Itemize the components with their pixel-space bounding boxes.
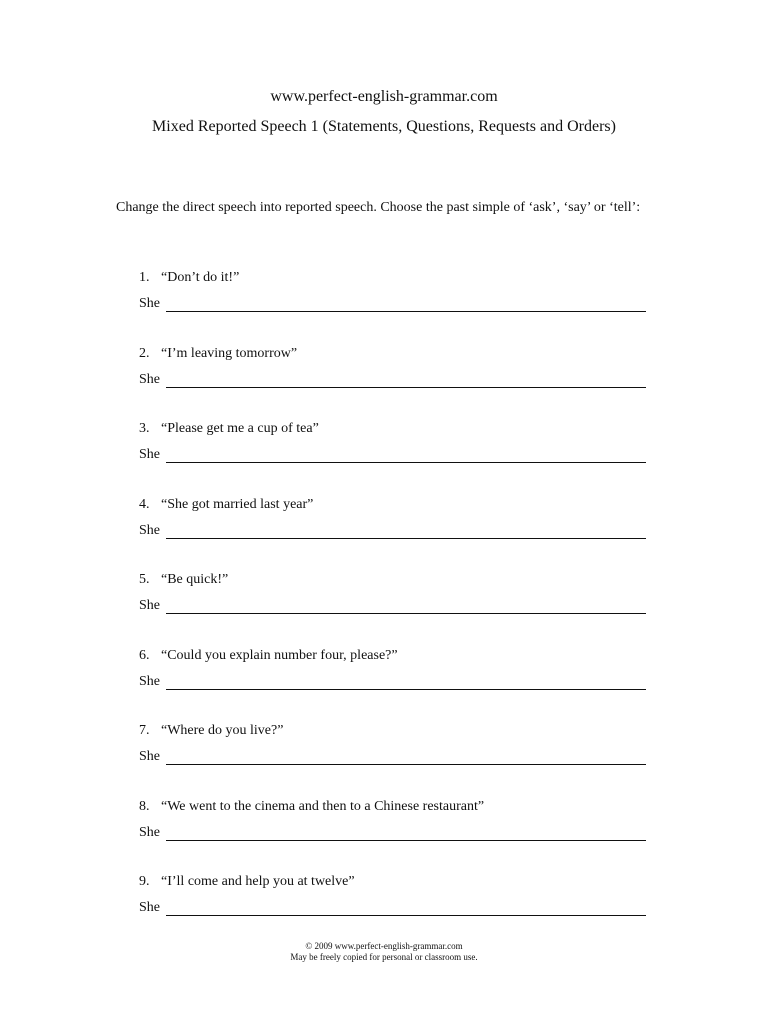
answer-line[interactable] — [166, 538, 646, 539]
answer-line[interactable] — [166, 915, 646, 916]
answer-line[interactable] — [166, 613, 646, 614]
exercise-number: 7. — [139, 723, 150, 738]
footer — [0, 941, 768, 963]
exercise-text: “I’m leaving tomorrow” — [161, 345, 298, 361]
worksheet-title: Mixed Reported Speech 1 (Statements, Questions, Requests and Orders) — [152, 118, 616, 135]
exercise-text: “Where do you live?” — [161, 723, 284, 738]
answer-line[interactable] — [166, 689, 646, 690]
exercise-item — [0, 346, 768, 422]
exercise-text: “Be quick!” — [161, 572, 229, 587]
exercise-item — [0, 421, 768, 497]
exercise-prompt — [139, 421, 319, 437]
exercise-text: “We went to the cinema and then to a Chinese restaurant” — [161, 798, 485, 814]
exercise-number: 4. — [139, 496, 150, 512]
answer-line[interactable] — [166, 462, 646, 463]
exercise-item — [0, 270, 768, 346]
exercise-number: 3. — [139, 421, 150, 436]
exercise-prompt — [139, 270, 239, 286]
exercise-prompt — [139, 799, 484, 815]
footer-copyright: © 2009 www.perfect-english-grammar.com — [305, 941, 463, 951]
exercise-text: “Don’t do it!” — [161, 270, 240, 285]
exercise-number: 9. — [139, 874, 150, 889]
exercise-number: 6. — [139, 647, 150, 663]
exercise-number: 8. — [139, 798, 150, 814]
answer-label: She — [139, 371, 160, 387]
answer-label: She — [139, 522, 160, 538]
answer-line[interactable] — [166, 311, 646, 312]
exercise-prompt — [139, 497, 313, 513]
exercise-text: “Please get me a cup of tea” — [161, 421, 319, 436]
exercise-text: “I’ll come and help you at twelve” — [161, 874, 355, 889]
exercise-item — [0, 497, 768, 573]
exercise-text: “She got married last year” — [161, 496, 314, 512]
answer-line[interactable] — [166, 840, 646, 841]
answer-label: She — [139, 749, 160, 764]
answer-label: She — [139, 296, 160, 311]
exercise-number: 1. — [139, 270, 150, 285]
exercise-item — [0, 874, 768, 950]
answer-label: She — [139, 598, 160, 613]
exercise-prompt — [139, 874, 355, 890]
exercise-item — [0, 648, 768, 724]
exercise-prompt — [139, 346, 297, 362]
exercise-prompt — [139, 723, 283, 739]
exercise-list — [0, 270, 768, 950]
answer-line[interactable] — [166, 387, 646, 388]
answer-label: She — [139, 447, 160, 462]
exercise-prompt — [139, 572, 228, 588]
exercise-number: 5. — [139, 572, 150, 587]
answer-line[interactable] — [166, 764, 646, 765]
answer-label: She — [139, 900, 160, 915]
exercise-item — [0, 723, 768, 799]
exercise-number: 2. — [139, 345, 150, 361]
site-url: www.perfect-english-grammar.com — [270, 88, 498, 105]
instructions: Change the direct speech into reported speech. Choose the past simple of ‘ask’, ‘say’ or ‘tell’: — [116, 200, 641, 215]
exercise-prompt — [139, 648, 398, 664]
exercise-text: “Could you explain number four, please?” — [161, 647, 398, 663]
answer-label: She — [139, 673, 160, 689]
answer-label: She — [139, 824, 160, 840]
exercise-item — [0, 799, 768, 875]
exercise-item — [0, 572, 768, 648]
footer-license: May be freely copied for personal or classroom use. — [290, 952, 478, 962]
